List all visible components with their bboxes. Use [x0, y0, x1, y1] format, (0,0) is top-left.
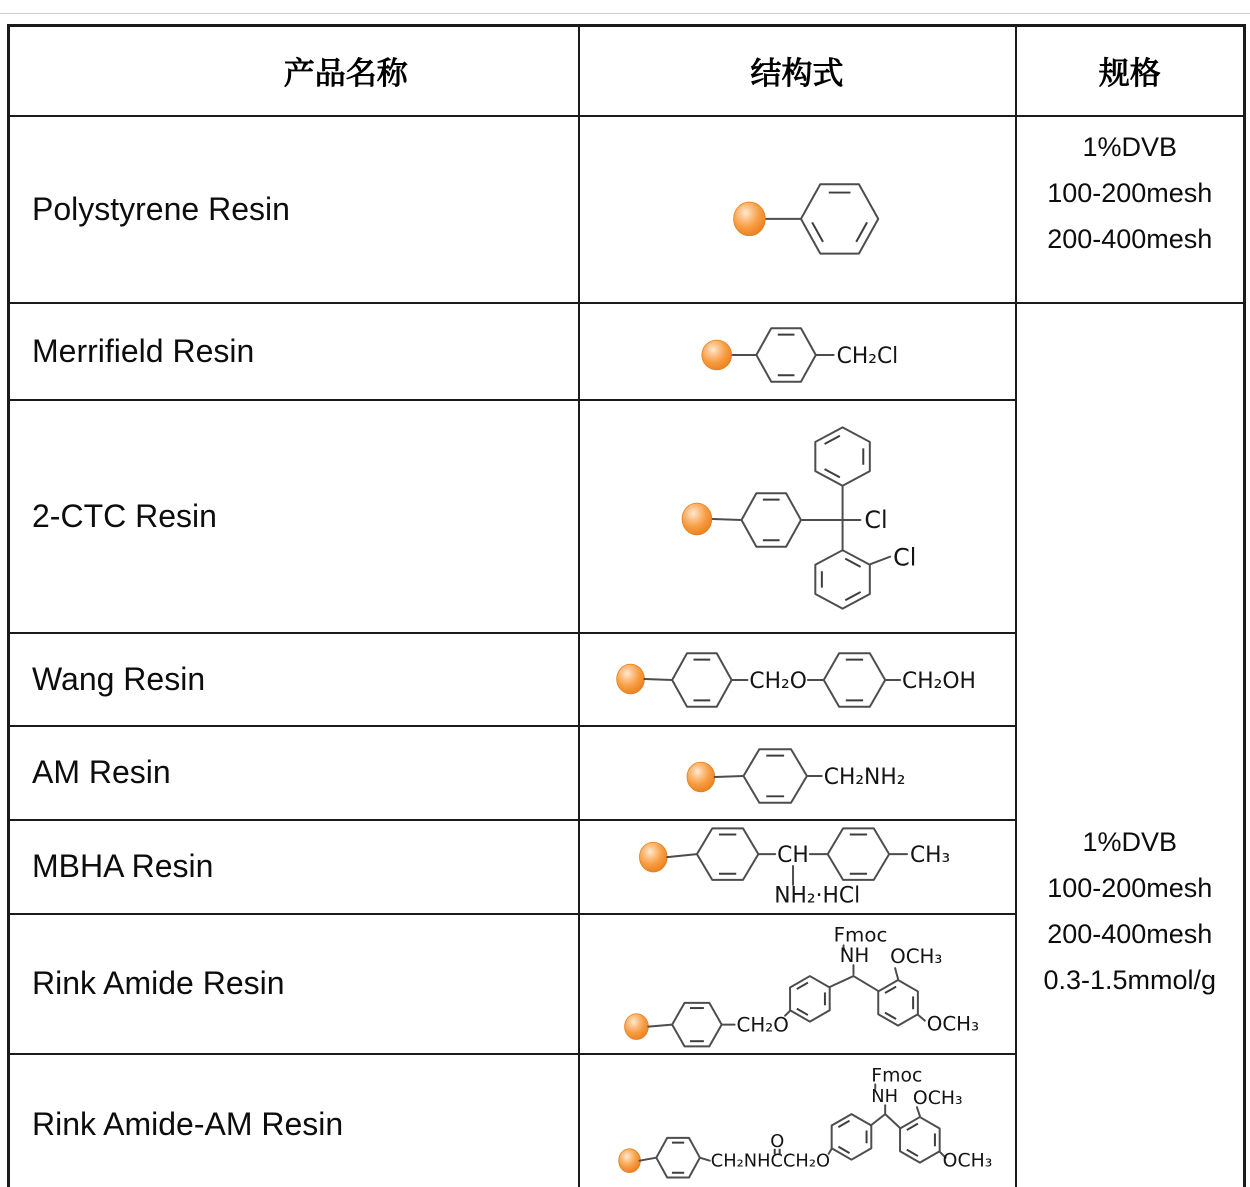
- resin-bead-icon: [616, 664, 644, 694]
- resin-bead-icon: [733, 202, 765, 236]
- spec-cell-row1: [1016, 116, 1245, 303]
- benzene-ring: [790, 976, 830, 1022]
- label-fmoc: Fmoc: [870, 1064, 922, 1086]
- benzene-ring: [672, 1002, 722, 1046]
- label-ch2cl: CH₂Cl: [836, 343, 898, 369]
- label-ch2oh: CH₂OH: [901, 668, 976, 694]
- benzene-ring: [900, 1117, 940, 1163]
- product-name: Polystyrene Resin: [9, 116, 579, 303]
- label-chain: CH₂NHCCH₂O: [710, 1150, 830, 1172]
- benzene-ring: [815, 427, 869, 485]
- benzene-ring: [672, 653, 731, 707]
- header-product-name: 产品名称: [9, 26, 579, 116]
- spec-line: 100-200mesh: [1047, 177, 1213, 208]
- header-structure: 结构式: [579, 26, 1016, 116]
- label-och3-bottom: OCH₃: [942, 1150, 992, 1172]
- label-och3-bottom: OCH₃: [926, 1012, 979, 1036]
- label-nh: NH: [870, 1085, 898, 1107]
- structure-am: [579, 726, 1016, 820]
- label-ch: CH: [776, 842, 809, 868]
- benzene-ring: [696, 828, 757, 880]
- label-och3-top: OCH₃: [912, 1087, 963, 1109]
- header-spec: 规格: [1016, 26, 1245, 116]
- spec-line: 0.3-1.5mmol/g: [1043, 964, 1217, 995]
- benzene-ring: [741, 493, 800, 547]
- structure-polystyrene: [579, 116, 1016, 303]
- label-ch3: CH₃: [909, 842, 950, 868]
- structure-2ctc: [579, 400, 1016, 633]
- spec-line: 1%DVB: [1082, 826, 1178, 857]
- benzene-ring: [878, 980, 918, 1026]
- product-name: Merrifield Resin: [9, 303, 579, 400]
- label-ch2o: CH₂O: [736, 1013, 789, 1037]
- product-name: AM Resin: [9, 726, 579, 820]
- product-name: Rink Amide Resin: [9, 914, 579, 1054]
- structure-wang: [579, 633, 1016, 726]
- label-nh2hcl: NH₂·HCl: [773, 883, 860, 909]
- benzene-ring: [815, 550, 869, 608]
- benzene-ring: [831, 1114, 871, 1160]
- product-name: Wang Resin: [9, 633, 579, 726]
- spec-line: 1%DVB: [1082, 131, 1178, 162]
- resin-bead-icon: [687, 762, 715, 792]
- table-row: [9, 116, 1245, 303]
- resin-bead-icon: [682, 503, 712, 535]
- spec-line: 200-400mesh: [1047, 223, 1213, 254]
- label-och3-top: OCH₃: [889, 944, 942, 968]
- label-cl-center: Cl: [863, 505, 888, 534]
- spec-line: 100-200mesh: [1047, 872, 1213, 903]
- label-nh: NH: [839, 943, 869, 967]
- benzene-ring: [743, 749, 806, 803]
- product-name: 2-CTC Resin: [9, 400, 579, 633]
- resin-bead-icon: [701, 340, 731, 370]
- structure-rink-amide-am: [579, 1054, 1016, 1187]
- benzene-ring: [756, 328, 815, 382]
- product-name: Rink Amide-AM Resin: [9, 1054, 579, 1187]
- header-row: [9, 26, 1245, 116]
- spec-line: 200-400mesh: [1047, 918, 1213, 949]
- spec-cell-merged: [1016, 303, 1245, 1187]
- structure-merrifield: [579, 303, 1016, 400]
- label-ch2nh2: CH₂NH₂: [823, 764, 905, 790]
- label-cl-ortho: Cl: [892, 543, 916, 572]
- resin-bead-icon: [618, 1148, 640, 1172]
- label-carbonyl-o: O: [769, 1130, 784, 1152]
- benzene-ring: [823, 653, 884, 707]
- resin-bead-icon: [624, 1013, 648, 1039]
- resin-table: [7, 24, 1246, 1187]
- structure-mbha: [579, 820, 1016, 914]
- table-row: [9, 303, 1245, 400]
- top-hairline: [0, 13, 1250, 14]
- label-ch2o: CH₂O: [748, 668, 807, 694]
- product-name: MBHA Resin: [9, 820, 579, 914]
- benzene-ring: [800, 184, 877, 253]
- benzene-ring: [656, 1137, 700, 1177]
- resin-bead-icon: [639, 842, 667, 872]
- label-fmoc: Fmoc: [833, 922, 887, 946]
- structure-rink-amide: [579, 914, 1016, 1054]
- benzene-ring: [827, 828, 888, 880]
